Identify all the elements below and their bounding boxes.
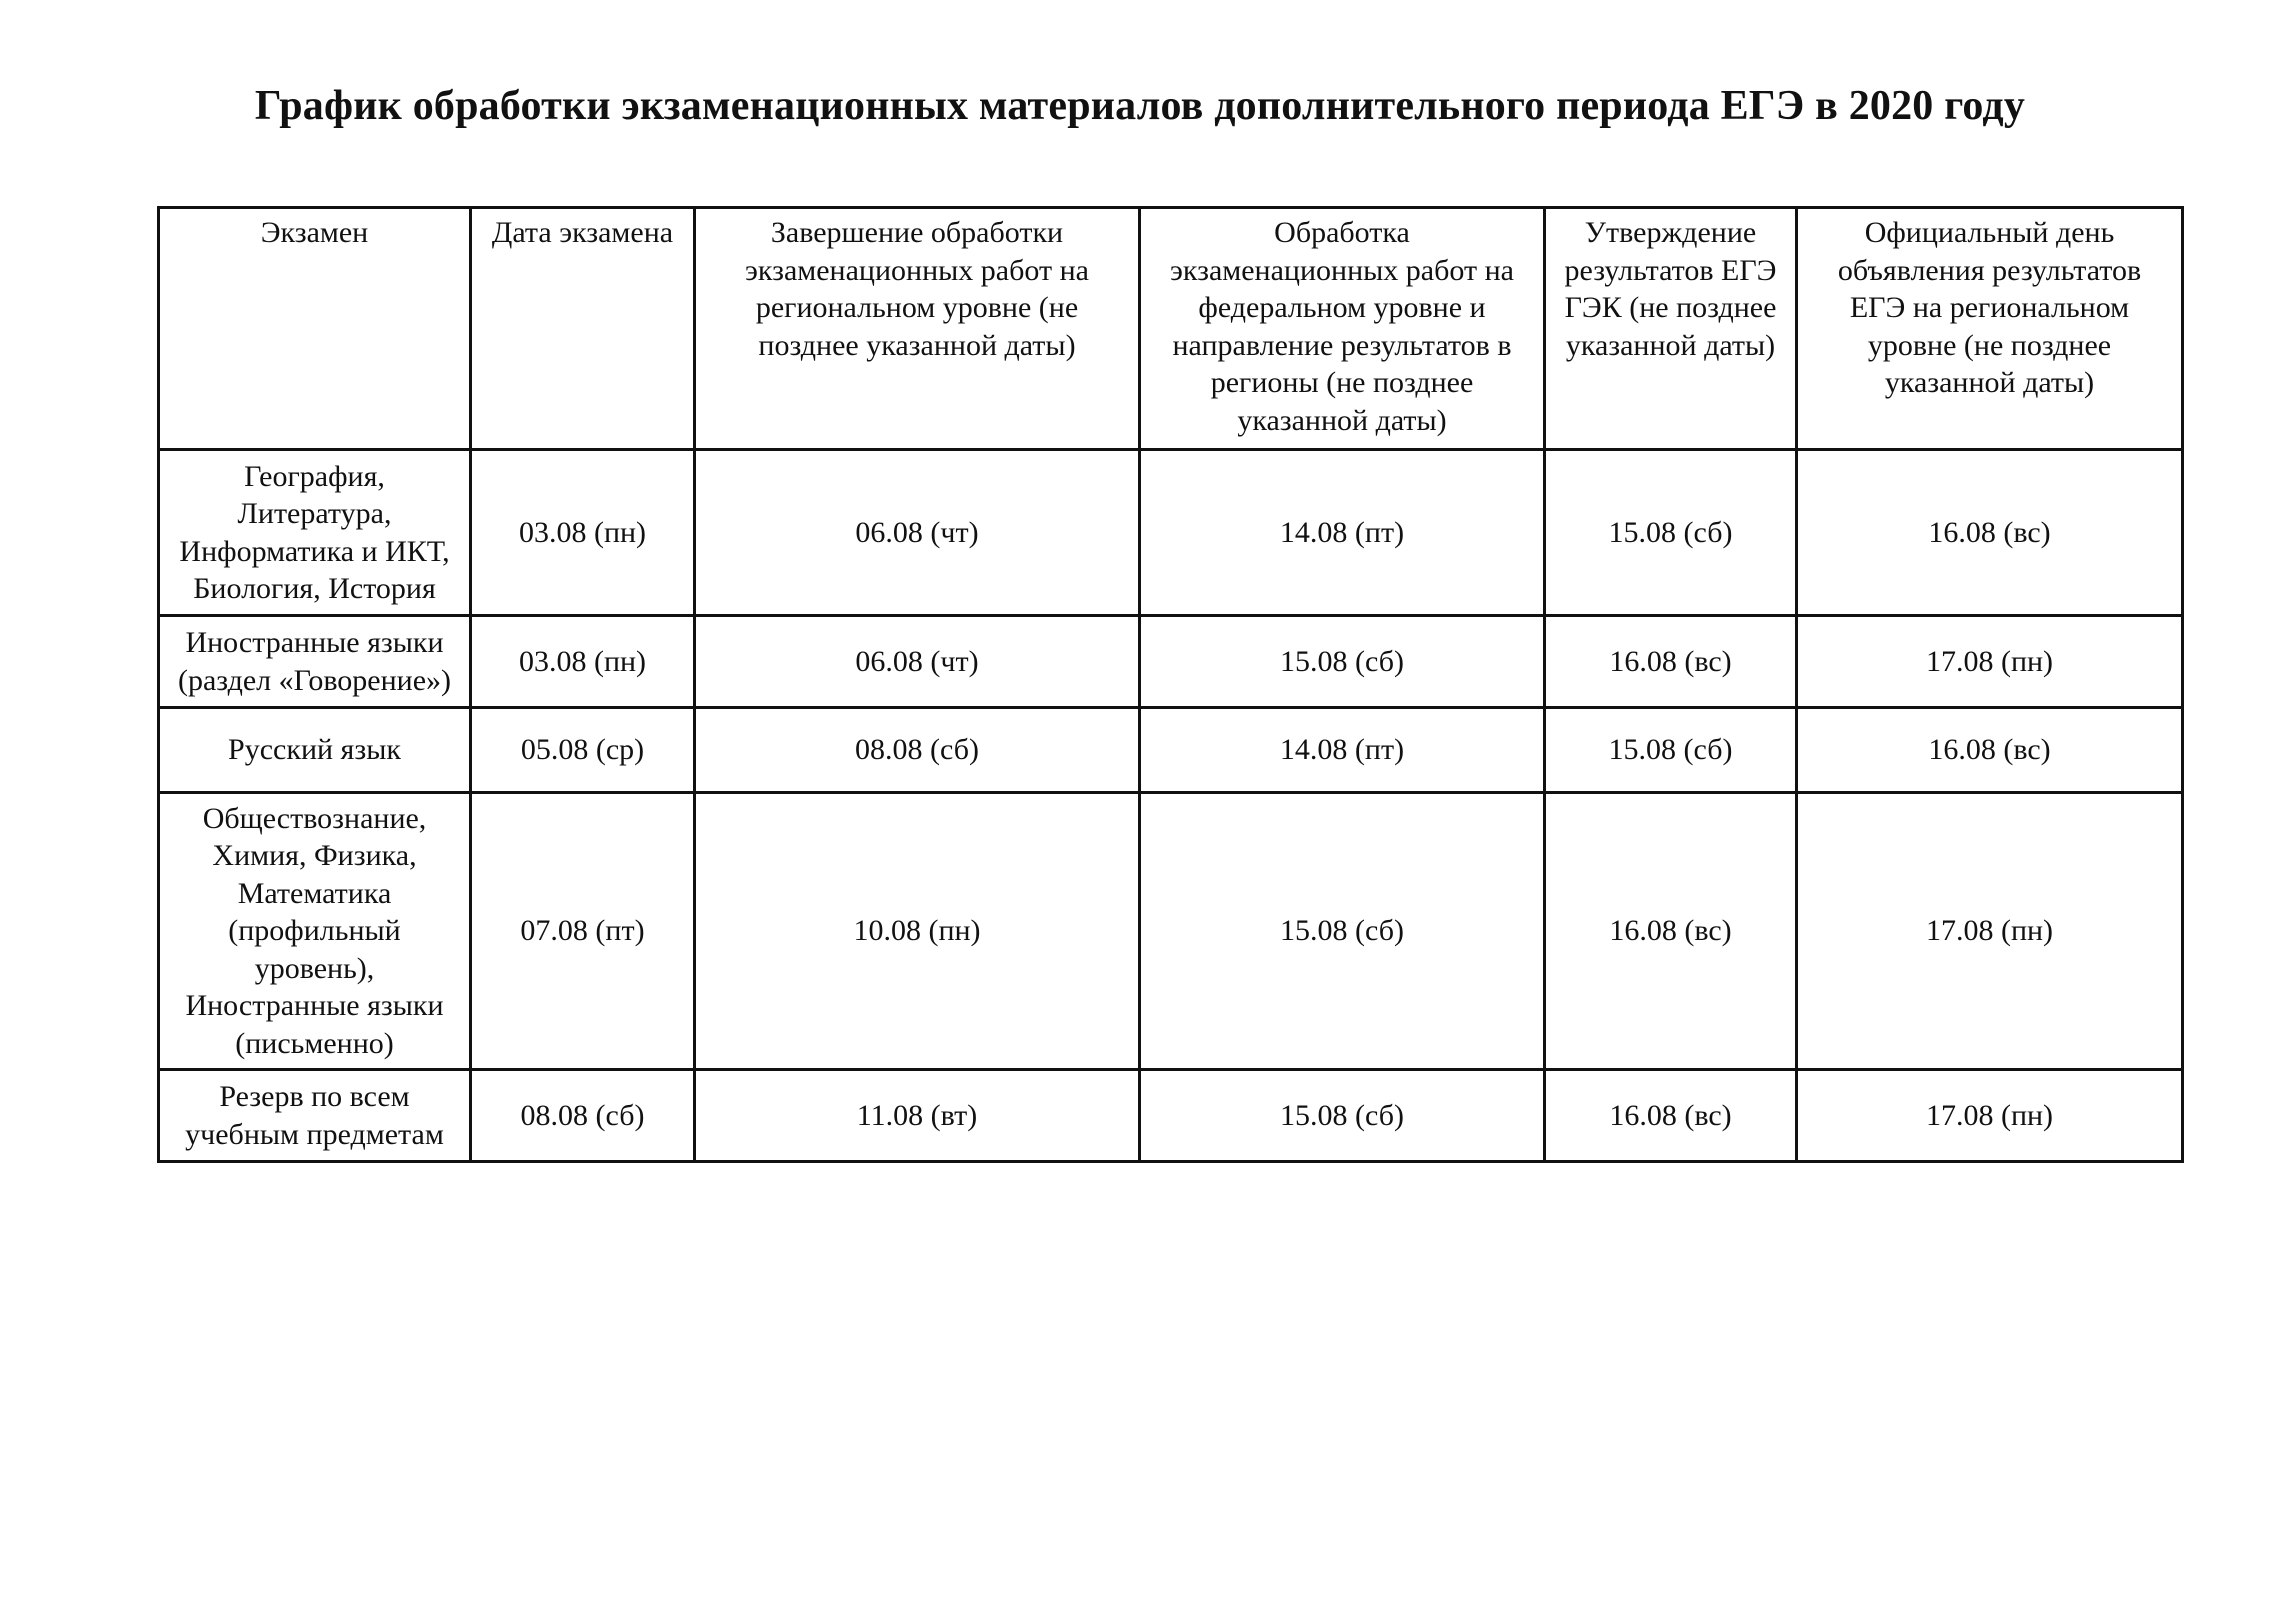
cell-gek: 16.08 (вс) bbox=[1545, 616, 1797, 708]
cell-announce: 17.08 (пн) bbox=[1797, 793, 2183, 1070]
cell-regional-end: 08.08 (сб) bbox=[695, 708, 1140, 793]
header-exam-date: Дата экзамена bbox=[471, 208, 695, 450]
table-row bbox=[159, 450, 2183, 616]
cell-regional-end: 06.08 (чт) bbox=[695, 616, 1140, 708]
cell-exam-date: 03.08 (пн) bbox=[471, 450, 695, 616]
cell-federal: 15.08 (сб) bbox=[1140, 616, 1545, 708]
table-row bbox=[159, 616, 2183, 708]
cell-exam: География, Литература, Информатика и ИКТ, Биология, История bbox=[159, 450, 471, 616]
cell-exam: Резерв по всем учебным предметам bbox=[159, 1070, 471, 1162]
table-row bbox=[159, 708, 2183, 793]
cell-federal: 14.08 (пт) bbox=[1140, 450, 1545, 616]
cell-exam: Иностранные языки (раздел «Говорение») bbox=[159, 616, 471, 708]
cell-announce: 16.08 (вс) bbox=[1797, 450, 2183, 616]
table-row bbox=[159, 793, 2183, 1070]
header-regional-processing: Завершение обработки экзаменационных работ на региональном уровне (не позднее указанной даты) bbox=[695, 208, 1140, 450]
cell-announce: 17.08 (пн) bbox=[1797, 616, 2183, 708]
cell-announce: 17.08 (пн) bbox=[1797, 1070, 2183, 1162]
header-official-announcement: Официальный день объявления результатов ЕГЭ на региональном уровне (не позднее указанной даты) bbox=[1797, 208, 2183, 450]
cell-federal: 15.08 (сб) bbox=[1140, 793, 1545, 1070]
cell-gek: 15.08 (сб) bbox=[1545, 708, 1797, 793]
header-gek-approval: Утверждение результатов ЕГЭ ГЭК (не позднее указанной даты) bbox=[1545, 208, 1797, 450]
cell-announce: 16.08 (вс) bbox=[1797, 708, 2183, 793]
cell-federal: 15.08 (сб) bbox=[1140, 1070, 1545, 1162]
cell-exam: Обществознание, Химия, Физика, Математика (профильный уровень), Иностранные языки (письменно) bbox=[159, 793, 471, 1070]
schedule-table bbox=[157, 206, 2184, 1163]
cell-gek: 16.08 (вс) bbox=[1545, 793, 1797, 1070]
cell-regional-end: 06.08 (чт) bbox=[695, 450, 1140, 616]
table-header-row bbox=[159, 208, 2183, 450]
cell-regional-end: 11.08 (вт) bbox=[695, 1070, 1140, 1162]
cell-exam: Русский язык bbox=[159, 708, 471, 793]
cell-exam-date: 03.08 (пн) bbox=[471, 616, 695, 708]
cell-federal: 14.08 (пт) bbox=[1140, 708, 1545, 793]
cell-gek: 16.08 (вс) bbox=[1545, 1070, 1797, 1162]
cell-regional-end: 10.08 (пн) bbox=[695, 793, 1140, 1070]
header-federal-processing: Обработка экзаменационных работ на федеральном уровне и направление результатов в регионы (не позднее указанной даты) bbox=[1140, 208, 1545, 450]
document-title: График обработки экзаменационных материалов дополнительного периода ЕГЭ в 2020 году bbox=[254, 83, 2026, 129]
cell-exam-date: 08.08 (сб) bbox=[471, 1070, 695, 1162]
cell-exam-date: 07.08 (пт) bbox=[471, 793, 695, 1070]
cell-exam-date: 05.08 (ср) bbox=[471, 708, 695, 793]
cell-gek: 15.08 (сб) bbox=[1545, 450, 1797, 616]
header-exam: Экзамен bbox=[159, 208, 471, 450]
table-row bbox=[159, 1070, 2183, 1162]
